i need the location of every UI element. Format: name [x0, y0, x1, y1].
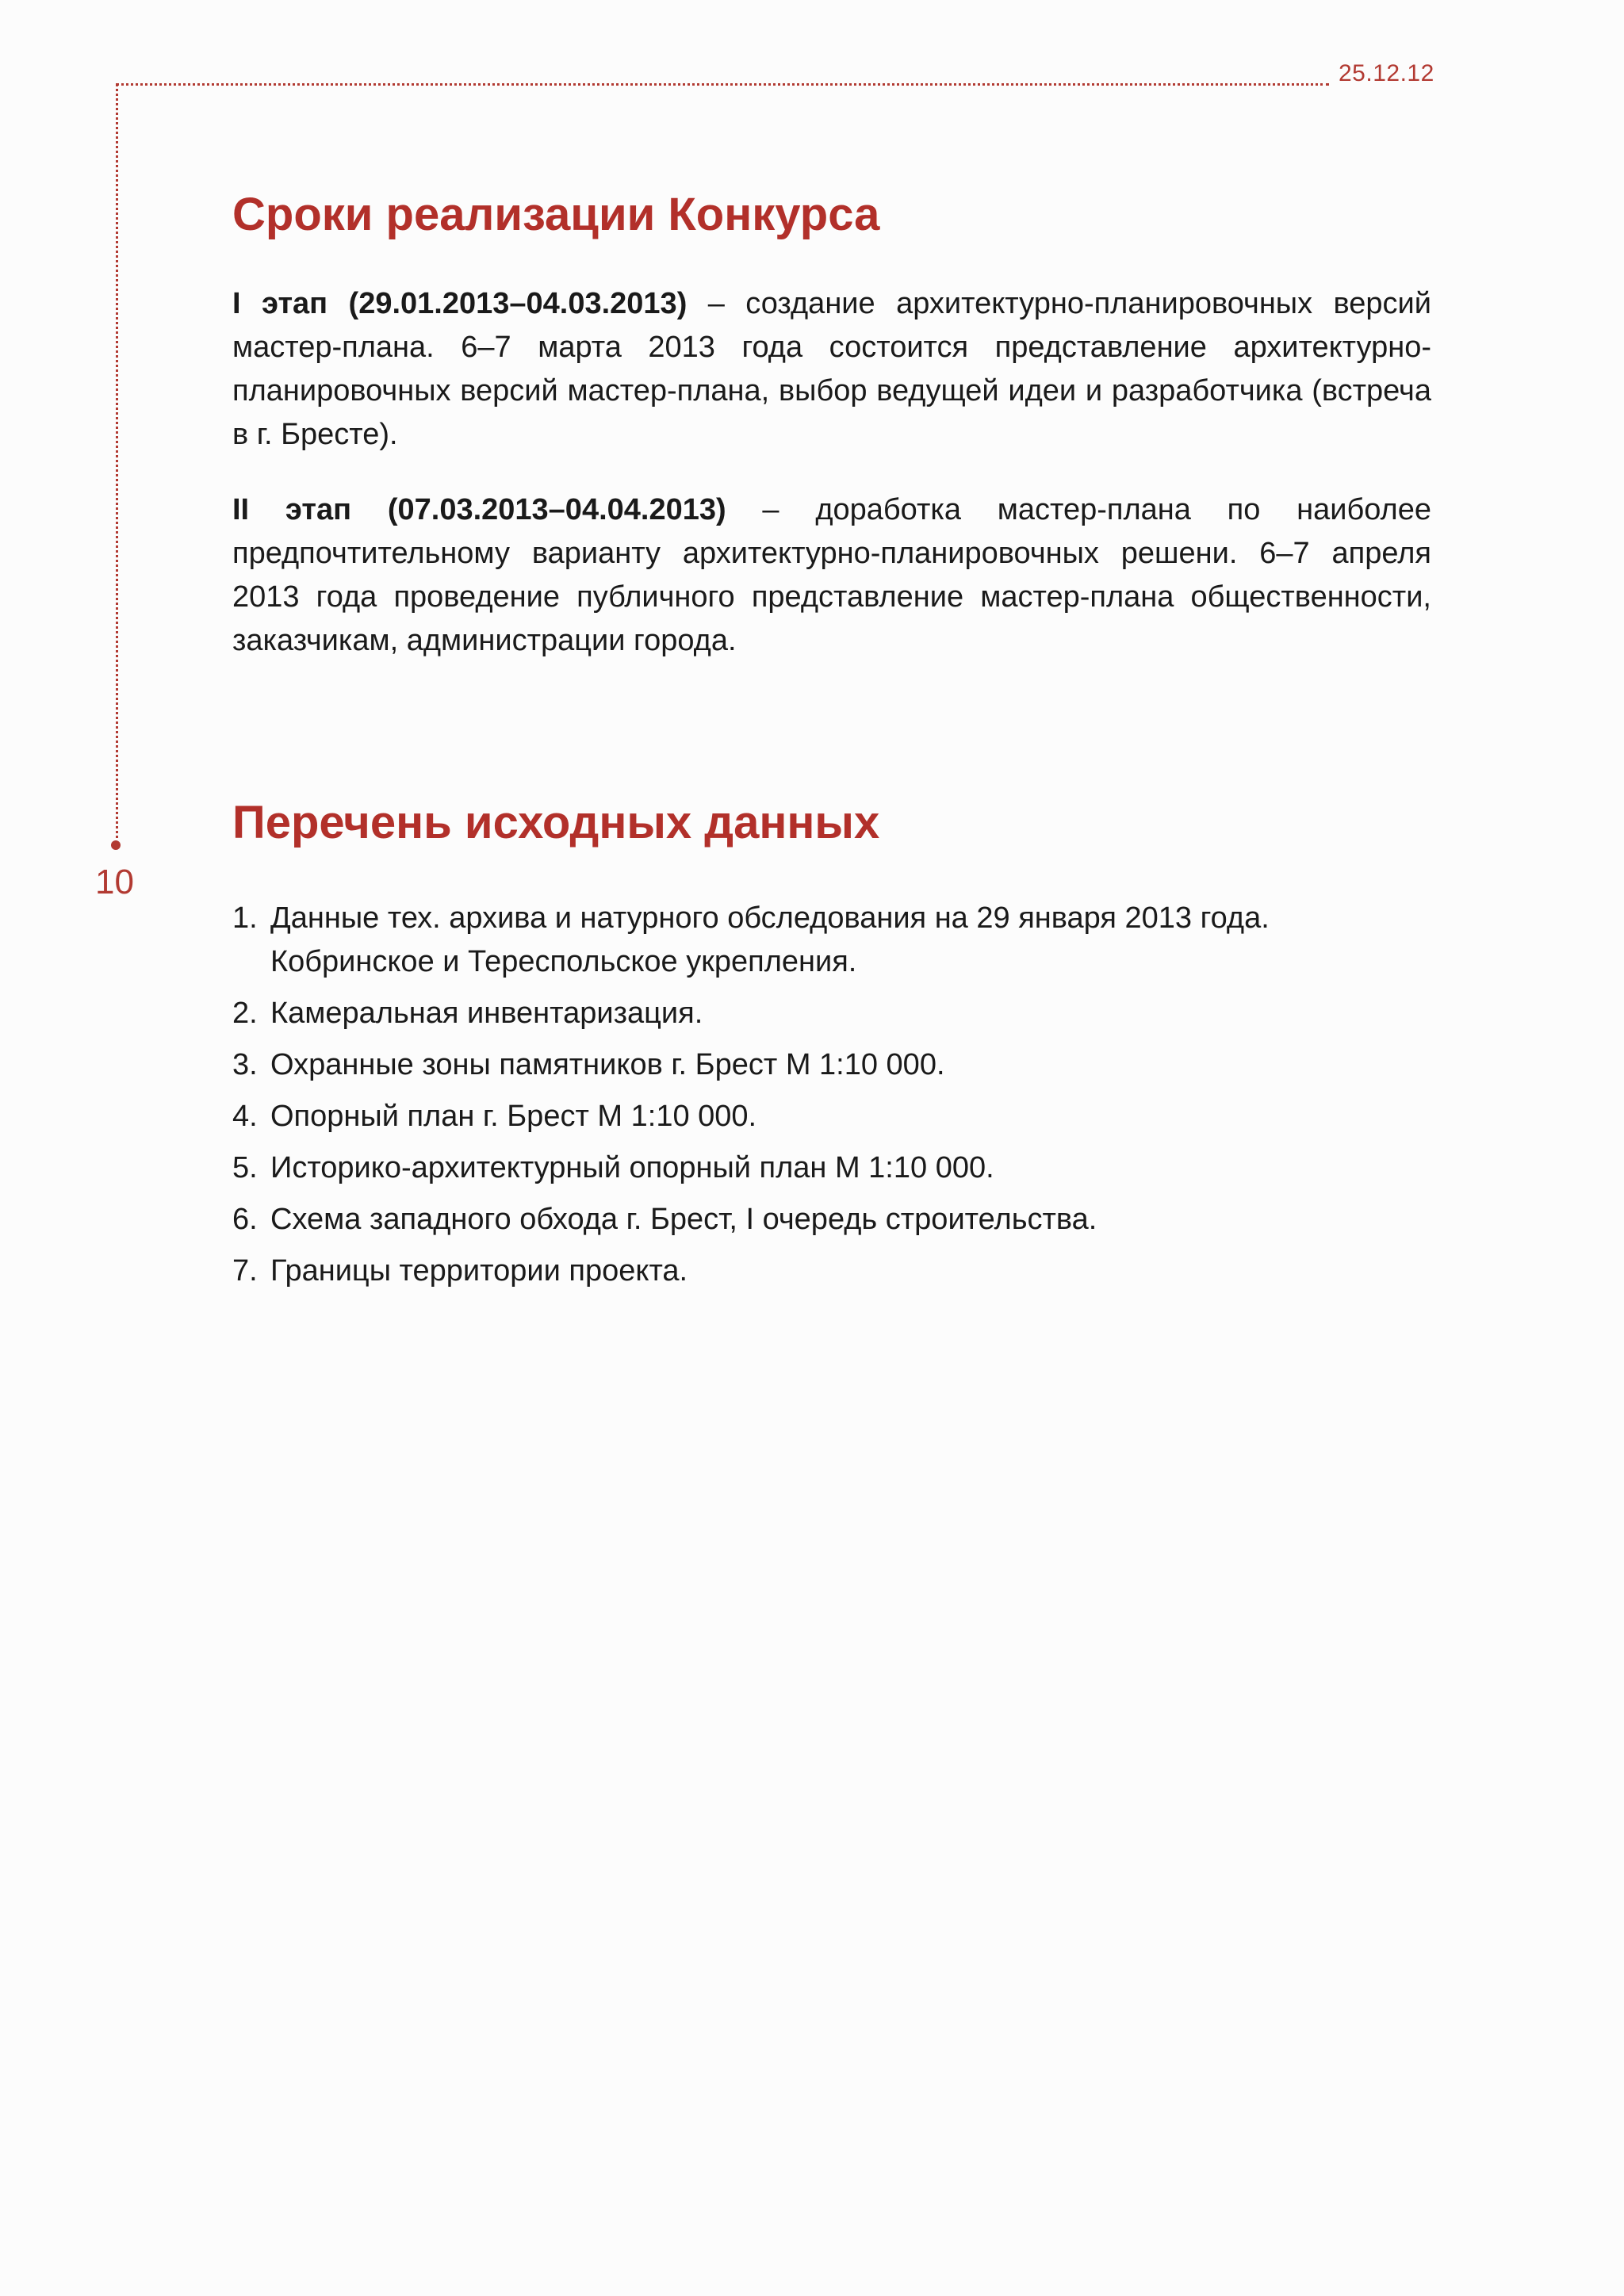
- list-item-text: Схема западного обхода г. Брест, I очередь строительства.: [270, 1202, 1097, 1236]
- source-data-list: [232, 897, 1431, 1293]
- list-item-number: 7.: [232, 1253, 258, 1288]
- stage-2-text: – доработка мастер-плана по наиболее предпочтительному варианту архитектурно-планировочных решени. 6–7 апреля 2013 года проведение публичного представление мастер-плана общественности, заказчикам, администрации города.: [232, 492, 1431, 657]
- section-title-source-data: Перечень исходных данных: [232, 797, 880, 848]
- list-item-number: 4.: [232, 1099, 258, 1133]
- stage-1-paragraph: [232, 282, 1431, 457]
- list-item-text: Опорный план г. Брест М 1:10 000.: [270, 1099, 757, 1133]
- list-item: [232, 1095, 1431, 1138]
- list-item-text: Границы территории проекта.: [270, 1253, 688, 1288]
- frame-top-dotted-line: [116, 83, 1329, 86]
- section-source-data: [232, 795, 1431, 1301]
- frame-end-dot: [111, 840, 121, 850]
- list-item-text-continued: Кобринское и Тереспольское укрепления.: [270, 944, 857, 978]
- list-item: [232, 1249, 1431, 1293]
- stage-1-text: – создание архитектурно-планировочных версий мастер-плана. 6–7 марта 2013 года состоится представление архитектурно-планировочных версий мастер-плана, выбор ведущей идеи и разработчика (встреча в г. Бресте).: [232, 286, 1432, 451]
- list-item-number: 2.: [232, 996, 258, 1030]
- list-item: [232, 1146, 1431, 1190]
- list-item-text: Историко-архитектурный опорный план М 1:10 000.: [270, 1150, 994, 1184]
- section-timeline: [232, 187, 1431, 663]
- stage-2-label: II этап (07.03.2013–04.04.2013): [232, 492, 726, 526]
- list-item-number: 1.: [232, 901, 258, 935]
- list-item-text: Данные тех. архива и натурного обследования на 29 января 2013 года.: [270, 901, 1270, 935]
- section-title-timeline: Сроки реализации Конкурса: [232, 189, 880, 240]
- list-item: [232, 897, 1431, 984]
- list-item-number: 6.: [232, 1202, 258, 1236]
- header-date: 25.12.12: [1339, 60, 1434, 86]
- list-item-number: 3.: [232, 1047, 258, 1081]
- list-item-text: Камеральная инвентаризация.: [270, 996, 703, 1030]
- stage-2-paragraph: [232, 488, 1431, 663]
- frame-left-dotted-line: [116, 83, 118, 844]
- list-item-text: Охранные зоны памятников г. Брест М 1:10 000.: [270, 1047, 945, 1081]
- page-number: 10: [95, 863, 134, 901]
- list-item: [232, 1198, 1431, 1242]
- list-item: [232, 1043, 1431, 1087]
- list-item: [232, 992, 1431, 1035]
- stage-1-label: I этап (29.01.2013–04.03.2013): [232, 286, 688, 320]
- list-item-number: 5.: [232, 1150, 258, 1184]
